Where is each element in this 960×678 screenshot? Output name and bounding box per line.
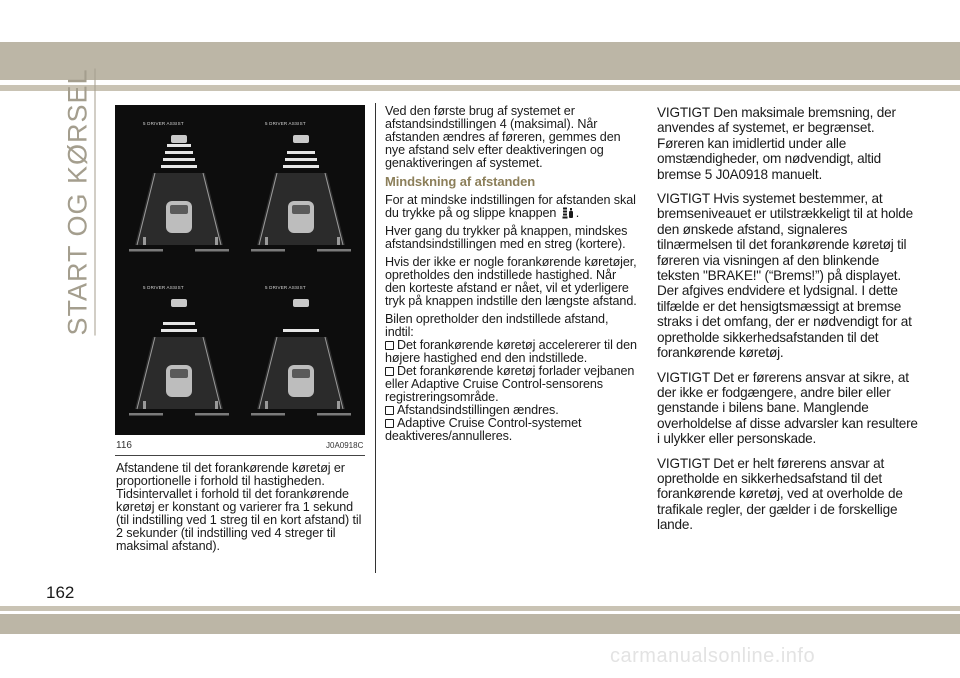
footer-band [0,614,960,634]
figure-rule [115,455,365,456]
gauge-marker [265,401,268,409]
panel-label: 5 DRIVER ASSIST [265,285,306,290]
distance-bar [165,151,193,154]
windshield-shape [170,369,188,378]
column-1 [116,462,368,553]
figure-code: J0A0918C [326,441,364,450]
figure-116 [115,105,365,435]
distance-bar [163,158,195,161]
column-divider [375,103,376,573]
distance-bar [167,144,191,147]
gauge-bar [251,413,285,416]
watermark: carmanualsonline.info [610,645,816,667]
distance-bar [163,322,195,325]
figure-panel-3 [123,277,235,427]
gauge-bar [129,413,163,416]
list-item-text: Afstandsindstillingen ændres. [397,403,559,417]
figure-panel-4 [245,277,357,427]
checkbox-bullet-icon [385,341,394,350]
column-2 [385,105,639,443]
chapter-tab [60,68,96,336]
checkbox-bullet-icon [385,406,394,415]
distance-bar [161,329,197,332]
panel-graphic-3 [123,277,235,427]
panel-graphic-1 [123,113,235,263]
checkbox-bullet-icon [385,419,394,428]
list-item-text: Det forankørende køretøj forlader vejbanen eller Adaptive Cruise Control-sensorens registreringsområde. [385,364,635,404]
gauge-marker [265,237,268,245]
paragraph-text: For at mindske indstillingen for afstanden skal du trykke på og slippe knappen [385,193,636,220]
gauge-marker [143,237,146,245]
page-number: 162 [46,583,75,602]
gauge-bar [317,249,351,252]
warning-paragraph: VIGTIGT Hvis systemet bestemmer, at bremseniveauet er utilstrækkeligt til at holde den ønskede afstand, signaleres tilnærmelsen til det forankørende køretøj til føreren via visningen af den blinkende teksten "BRAKE!" (“Brems!”) på displayet. Der afgives endvidere et lydsignal. I dette tilfælde er det hensigtsmæssigt at bremse straks i det omfang, der er nødvendigt for at opretholde sikkerhedsafstanden til det forankørende køretøj. [657,191,914,361]
distance-bar [283,165,319,168]
panel-label: 5 DRIVER ASSIST [143,121,184,126]
lead-vehicle-icon [293,135,309,143]
distance-button-icon [562,207,574,219]
header-band [0,42,960,80]
warning-paragraph: VIGTIGT Det er førerens ansvar at sikre, at der ikke er fodgængere, andre biler eller genstande i bilens bane. Manglende overholdelse af disse advarsler kan resultere i ulykker eller personskade. [657,369,918,447]
windshield-shape [170,205,188,214]
windshield-shape [292,205,310,214]
lead-vehicle-icon [171,135,187,143]
paragraph: Ved den første brug af systemet er afstandsindstillingen 4 (maksimal). Når afstanden ændres af føreren, gemmes den nye afstand selv efter deaktiveringen og genaktiveringen af systemet. [385,104,621,170]
gauge-bar [317,413,351,416]
list-item-text: Adaptive Cruise Control-systemet deaktiveres/annulleres. [385,416,582,443]
gauge-marker [215,237,218,245]
distance-bar [285,158,317,161]
figure-panel-1 [123,113,235,263]
paragraph: Bilen opretholder den indstillede afstand, indtil: [385,312,609,339]
list-item-text: Det forankørende køretøj accelererer til den højere hastighed end den indstillede. [385,338,637,365]
list-item [385,417,639,443]
panel-label: 5 DRIVER ASSIST [143,285,184,290]
gauge-bar [251,249,285,252]
gauge-bar [129,249,163,252]
gauge-bar [195,249,229,252]
gauge-bar [195,413,229,416]
panel-graphic-2 [245,113,357,263]
paragraph: Afstandene til det forankørende køretøj er proportionelle i forhold til hastigheden. Tidsintervallet i forhold til det forankørende køretøj er konstant og varierer fra 1 sekund (til indstilling ved 1 streg til en kort afstand) til 2 sekunder (til indstilling ved 4 streger til maksimal afstand). [116,461,362,553]
paragraph-text: . [575,206,580,220]
chapter-title: START OG KØRSEL [61,68,96,335]
checkbox-bullet-icon [385,367,394,376]
figure-number: 116 [116,440,132,451]
distance-bar [161,165,197,168]
header-rule [0,85,960,91]
list-item [385,365,639,404]
section-heading: Mindskning af afstanden [385,174,536,189]
list-item [385,339,639,365]
panel-label: 5 DRIVER ASSIST [265,121,306,126]
figure-panel-2 [245,113,357,263]
column-3 [657,105,919,542]
lead-vehicle-icon [293,299,309,307]
gauge-marker [337,401,340,409]
gauge-marker [215,401,218,409]
paragraph: Hvis der ikke er nogle forankørende køretøjer, opretholdes den indstillede hastighed. Når den korteste afstand er nået, vil et yderligere tryk på knappen indstille den længste afstand. [385,255,637,308]
warning-paragraph: VIGTIGT Det er helt førerens ansvar at opretholde en sikkerhedsafstand til det forankørende køretøj, ved at overholde de trafikale regler, der gælder i de forskellige lande. [657,455,903,533]
panel-graphic-4 [245,277,357,427]
footer-rule [0,606,960,611]
distance-bar [287,151,315,154]
distance-bar [283,329,319,332]
lead-vehicle-icon [171,299,187,307]
paragraph [385,194,639,220]
warning-paragraph: VIGTIGT Den maksimale bremsning, der anvendes af systemet, er begrænset. Føreren kan imidlertid under alle omstændigheder, om nødvendigt, altid bremse 5 J0A0918 manuelt. [657,105,896,182]
gauge-marker [337,237,340,245]
windshield-shape [292,369,310,378]
paragraph: Hver gang du trykker på knappen, mindskes afstandsindstillingen med en streg (kortere). [385,224,628,251]
gauge-marker [143,401,146,409]
